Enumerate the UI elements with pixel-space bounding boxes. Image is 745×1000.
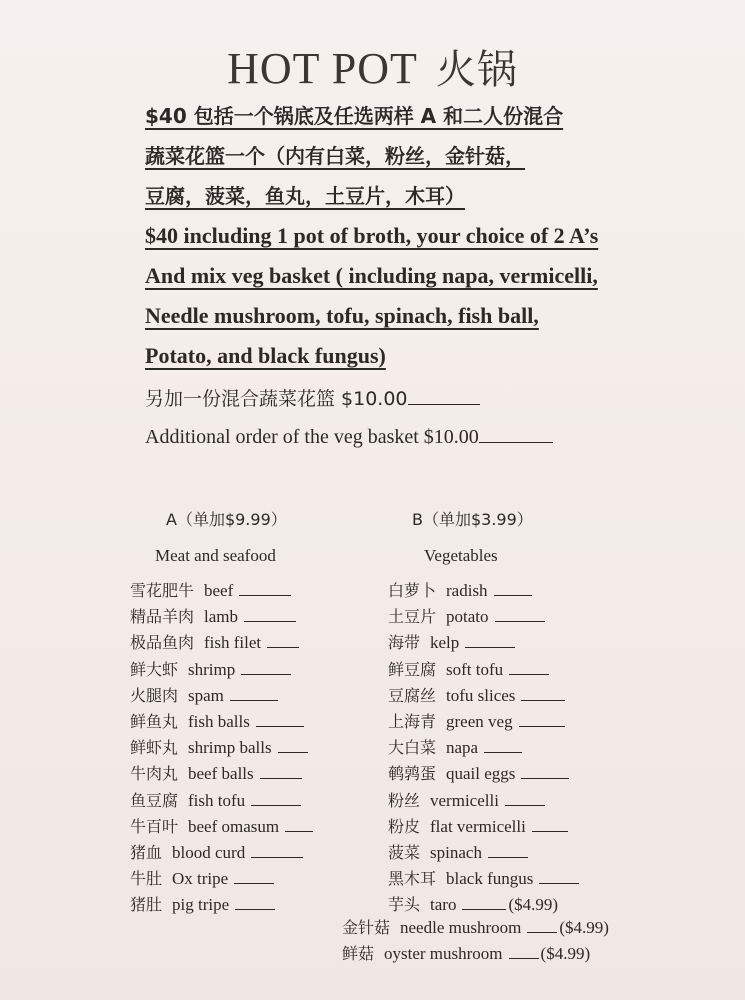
menu-item-cn: 火腿肉 xyxy=(130,685,179,705)
menu-item-cn: 粉丝 xyxy=(388,790,421,810)
section-b-heading: B（单加$3.99） xyxy=(412,510,533,529)
intro-english xyxy=(145,216,725,376)
menu-item-en: kelp xyxy=(430,633,460,653)
menu-item xyxy=(130,709,313,735)
menu-item-cn: 白萝卜 xyxy=(388,581,437,600)
menu-item xyxy=(388,814,579,840)
intro-cn-line: 豆腐，菠菜，鱼丸，土豆片，木耳） xyxy=(145,184,465,208)
menu-item-cn: 海带 xyxy=(388,633,421,653)
menu-item xyxy=(388,866,579,892)
quantity-blank[interactable] xyxy=(251,856,303,858)
menu-item-en: oyster mushroom xyxy=(384,944,503,963)
menu-item-en: fish tofu xyxy=(188,790,246,810)
addon-cn-blank[interactable] xyxy=(408,403,480,405)
quantity-blank[interactable] xyxy=(260,777,302,779)
quantity-blank[interactable] xyxy=(488,856,528,858)
quantity-blank[interactable] xyxy=(509,957,539,959)
menu-item-en: beef omasum xyxy=(188,816,280,836)
menu-item-cn: 极品鱼肉 xyxy=(130,633,195,653)
menu-item-en: lamb xyxy=(204,607,239,627)
menu-item-cn: 豆腐丝 xyxy=(388,685,437,705)
menu-item-en: soft tofu xyxy=(446,659,504,679)
menu-item xyxy=(130,814,313,840)
intro-en-line: $40 including 1 pot of broth, your choice of 2 A’s xyxy=(145,223,599,248)
intro-chinese xyxy=(145,96,725,216)
quantity-blank[interactable] xyxy=(267,646,299,648)
menu-item-en: shrimp xyxy=(188,659,236,679)
menu-item-en: taro xyxy=(430,895,457,915)
quantity-blank[interactable] xyxy=(527,931,557,933)
menu-item-cn: 土豆片 xyxy=(388,607,437,627)
addon-basket-en xyxy=(145,426,553,449)
menu-item-en: needle mushroom xyxy=(400,918,522,937)
menu-item-cn: 鲜豆腐 xyxy=(388,659,437,679)
menu-item xyxy=(130,866,313,892)
menu-item-cn: 黑木耳 xyxy=(388,869,437,889)
menu-item xyxy=(130,735,313,761)
menu-item-en: napa xyxy=(446,738,479,758)
menu-item-price: ($4.99) xyxy=(508,895,559,915)
menu-item-en: fish balls xyxy=(188,711,250,731)
menu-item xyxy=(388,683,579,709)
menu-item xyxy=(388,709,579,735)
menu-item-en: beef xyxy=(204,581,234,600)
menu-item xyxy=(388,604,579,630)
menu-item-cn: 牛肉丸 xyxy=(130,764,179,784)
intro-cn-line: 蔬菜花篮一个（内有白菜，粉丝，金针菇， xyxy=(145,144,525,168)
intro-en-line: Needle mushroom, tofu, spinach, fish ball, xyxy=(145,303,539,328)
menu-item-en: radish xyxy=(446,581,488,600)
menu-item-en: pig tripe xyxy=(172,895,230,915)
quantity-blank[interactable] xyxy=(494,594,532,596)
menu-item-cn: 猪肚 xyxy=(130,895,163,915)
menu-item xyxy=(130,604,313,630)
menu-item-cn: 猪血 xyxy=(130,842,163,862)
menu-item-cn: 牛肚 xyxy=(130,869,163,889)
menu-item xyxy=(388,578,579,604)
quantity-blank[interactable] xyxy=(484,751,522,753)
section-a-list xyxy=(130,578,313,918)
section-a-subheading: Meat and seafood xyxy=(155,546,276,565)
menu-item-en: blood curd xyxy=(172,842,246,862)
quantity-blank[interactable] xyxy=(244,620,296,622)
menu-item xyxy=(130,788,313,814)
quantity-blank[interactable] xyxy=(519,725,565,727)
addon-en-blank[interactable] xyxy=(479,441,553,443)
menu-item xyxy=(130,630,313,656)
menu-item-cn: 鲜鱼丸 xyxy=(130,711,179,731)
quantity-blank[interactable] xyxy=(465,646,515,648)
menu-item xyxy=(342,941,609,967)
menu-item-en: quail eggs xyxy=(446,764,516,784)
menu-item-en: green veg xyxy=(446,711,513,731)
menu-item-cn: 大白菜 xyxy=(388,738,437,758)
menu-item-cn: 芋头 xyxy=(388,895,421,915)
section-b-list xyxy=(388,578,579,918)
menu-item xyxy=(130,578,313,604)
menu-item xyxy=(388,630,579,656)
menu-item xyxy=(388,761,579,787)
menu-item-en: tofu slices xyxy=(446,685,516,705)
menu-title xyxy=(0,38,745,95)
menu-item xyxy=(388,840,579,866)
menu-title-en: HOT POT xyxy=(227,44,418,93)
menu-title-cn: 火锅 xyxy=(435,47,518,93)
menu-item xyxy=(388,657,579,683)
menu-item-en: spinach xyxy=(430,842,482,862)
intro-cn-line: $40 包括一个锅底及任选两样 A 和二人份混合 xyxy=(145,104,564,128)
menu-item-en: black fungus xyxy=(446,869,534,889)
menu-item-cn: 鱼豆腐 xyxy=(130,790,179,810)
menu-item xyxy=(130,892,313,918)
addon-en-text: Additional order of the veg basket $10.00 xyxy=(145,426,479,448)
menu-item xyxy=(130,761,313,787)
menu-item-en: shrimp balls xyxy=(188,738,272,758)
quantity-blank[interactable] xyxy=(521,777,569,779)
menu-item-en: spam xyxy=(188,685,224,705)
quantity-blank[interactable] xyxy=(521,699,565,701)
menu-item-cn: 鲜菇 xyxy=(342,944,375,963)
menu-item-en: flat vermicelli xyxy=(430,816,526,836)
addon-basket-cn xyxy=(145,384,480,411)
menu-item-en: potato xyxy=(446,607,489,627)
addon-cn-text: 另加一份混合蔬菜花篮 $10.00 xyxy=(145,388,408,410)
menu-item-en: beef balls xyxy=(188,764,254,784)
menu-item-cn: 牛百叶 xyxy=(130,816,179,836)
quantity-blank[interactable] xyxy=(251,804,301,806)
quantity-blank[interactable] xyxy=(509,673,549,675)
quantity-blank[interactable] xyxy=(539,882,579,884)
menu-item-price: ($4.99) xyxy=(559,918,609,937)
menu-item-cn: 鲜大虾 xyxy=(130,659,179,679)
quantity-blank[interactable] xyxy=(462,908,506,910)
intro-en-line: And mix veg basket ( including napa, vermicelli, xyxy=(145,263,598,288)
menu-item-en: fish filet xyxy=(204,633,262,653)
menu-item xyxy=(130,657,313,683)
quantity-blank[interactable] xyxy=(532,830,568,832)
intro-en-line: Potato, and black fungus) xyxy=(145,343,386,368)
section-b-subheading: Vegetables xyxy=(424,546,498,565)
quantity-blank[interactable] xyxy=(241,673,291,675)
section-b-extras-list xyxy=(342,915,609,967)
section-a-heading: A（单加$9.99） xyxy=(166,510,287,529)
menu-item-cn: 雪花肥牛 xyxy=(130,581,195,600)
quantity-blank[interactable] xyxy=(234,882,274,884)
quantity-blank[interactable] xyxy=(235,908,275,910)
menu-item-cn: 鲜虾丸 xyxy=(130,738,179,758)
menu-item-cn: 金针菇 xyxy=(342,918,391,937)
quantity-blank[interactable] xyxy=(239,594,291,596)
quantity-blank[interactable] xyxy=(278,751,308,753)
menu-item xyxy=(388,788,579,814)
menu-item-cn: 粉皮 xyxy=(388,816,421,836)
quantity-blank[interactable] xyxy=(495,620,545,622)
quantity-blank[interactable] xyxy=(256,725,304,727)
menu-item-cn: 精品羊肉 xyxy=(130,607,195,627)
quantity-blank[interactable] xyxy=(230,699,278,701)
menu-item-cn: 鹌鹑蛋 xyxy=(388,764,437,784)
menu-item xyxy=(388,735,579,761)
menu-item xyxy=(130,840,313,866)
menu-item-cn: 菠菜 xyxy=(388,842,421,862)
menu-item-en: vermicelli xyxy=(430,790,499,810)
menu-item-en: Ox tripe xyxy=(172,869,229,889)
quantity-blank[interactable] xyxy=(285,830,313,832)
menu-item xyxy=(342,915,609,941)
menu-item-price: ($4.99) xyxy=(540,944,591,963)
menu-item-cn: 上海青 xyxy=(388,711,437,731)
quantity-blank[interactable] xyxy=(505,804,545,806)
menu-item xyxy=(130,683,313,709)
